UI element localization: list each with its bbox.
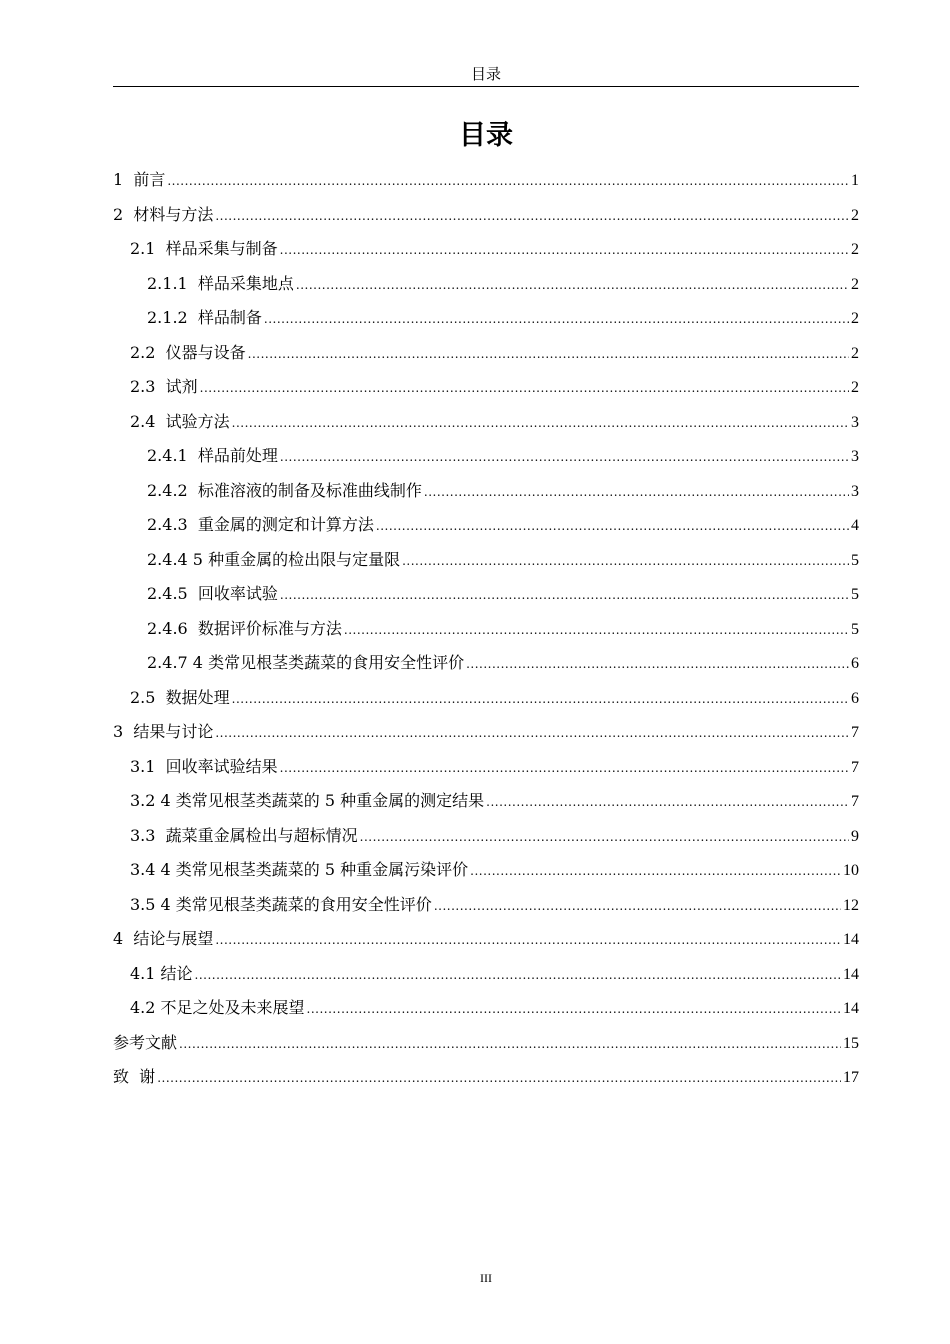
toc-entry-title: 2.4.3 重金属的测定和计算方法 <box>147 515 374 534</box>
toc-entry-title: 2.1.2 样品制备 <box>147 308 262 327</box>
toc-entry-title: 2.4.2 标准溶液的制备及标准曲线制作 <box>147 480 422 500</box>
toc-entry[interactable] <box>113 546 859 581</box>
toc-leader-dots <box>179 1031 841 1057</box>
toc-entry-title: 2.5 数据处理 <box>130 687 230 707</box>
toc-entry-page: 17 <box>843 1069 859 1086</box>
toc-entry-title: 参考文献 <box>113 1032 178 1052</box>
toc-entry-page: 2 <box>851 275 859 293</box>
toc-leader-dots <box>486 789 849 815</box>
toc-leader-dots <box>296 272 849 298</box>
toc-entry[interactable] <box>113 201 859 236</box>
toc-entry-title: 4.1 结论 <box>130 963 193 983</box>
toc-list <box>113 166 859 1098</box>
page-number: III <box>480 1271 492 1285</box>
toc-entry[interactable] <box>113 649 859 684</box>
toc-entry-title: 2.4.4 5 种重金属的检出限与定量限 <box>147 549 401 569</box>
toc-leader-dots <box>434 893 841 919</box>
toc-leader-dots <box>280 582 849 608</box>
toc-entry-title: 3.1 回收率试验结果 <box>130 756 278 776</box>
toc-leader-dots <box>200 375 849 401</box>
toc-leader-dots <box>264 306 849 332</box>
toc-leader-dots <box>215 927 841 953</box>
toc-entry-page: 5 <box>851 551 859 569</box>
toc-entry[interactable] <box>113 856 859 891</box>
toc-leader-dots <box>167 168 849 194</box>
toc-entry-title: 致 谢 <box>113 1067 156 1086</box>
toc-leader-dots <box>376 513 849 539</box>
toc-entry-title: 4.2 不足之处及未来展望 <box>130 998 305 1017</box>
toc-leader-dots <box>248 341 849 367</box>
toc-leader-dots <box>280 444 849 470</box>
toc-entry[interactable] <box>113 994 859 1029</box>
toc-entry-page: 6 <box>851 689 859 707</box>
toc-leader-dots <box>307 996 841 1022</box>
toc-entry-title: 2 材料与方法 <box>113 204 214 224</box>
toc-leader-dots <box>280 755 849 781</box>
toc-entry-title: 3.4 4 类常见根茎类蔬菜的 5 种重金属污染评价 <box>130 860 469 879</box>
toc-entry[interactable] <box>113 408 859 443</box>
toc-entry[interactable] <box>113 270 859 305</box>
toc-entry-title: 1 前言 <box>113 170 166 189</box>
toc-entry-page: 2 <box>851 379 859 396</box>
toc-entry[interactable] <box>113 718 859 753</box>
toc-entry-page: 3 <box>851 413 859 431</box>
toc-entry-title: 2.4.5 回收率试验 <box>147 584 278 603</box>
toc-entry[interactable] <box>113 373 859 408</box>
toc-leader-dots <box>232 686 849 712</box>
header-rule <box>113 86 859 87</box>
toc-leader-dots <box>195 962 841 988</box>
toc-entry[interactable] <box>113 166 859 201</box>
toc-entry-title: 3.5 4 类常见根茎类蔬菜的食用安全性评价 <box>130 894 432 914</box>
toc-entry-page: 5 <box>851 586 859 603</box>
toc-entry-title: 3 结果与讨论 <box>113 722 214 741</box>
toc-leader-dots <box>424 479 849 505</box>
toc-leader-dots <box>280 237 849 263</box>
toc-leader-dots <box>360 824 849 850</box>
toc-entry-page: 9 <box>851 827 859 845</box>
toc-entry-title: 2.1.1 样品采集地点 <box>147 273 294 293</box>
toc-entry-page: 7 <box>851 724 859 741</box>
toc-entry-title: 2.4.1 样品前处理 <box>147 446 278 465</box>
toc-entry-page: 10 <box>843 862 859 879</box>
toc-entry[interactable] <box>113 787 859 822</box>
toc-entry[interactable] <box>113 511 859 546</box>
toc-entry-title: 3.3 蔬菜重金属检出与超标情况 <box>130 825 358 845</box>
toc-entry-page: 4 <box>851 517 859 534</box>
toc-entry[interactable] <box>113 339 859 374</box>
toc-leader-dots <box>402 548 849 574</box>
toc-entry-title: 2.3 试剂 <box>130 377 198 396</box>
toc-entry-title: 2.4.6 数据评价标准与方法 <box>147 618 342 638</box>
toc-entry-page: 2 <box>851 241 859 258</box>
toc-entry-title: 2.4.7 4 类常见根茎类蔬菜的食用安全性评价 <box>147 653 465 672</box>
toc-leader-dots <box>157 1065 841 1091</box>
toc-entry-page: 1 <box>851 172 859 189</box>
toc-title: 目录 <box>459 120 513 151</box>
toc-entry[interactable] <box>113 580 859 615</box>
toc-entry[interactable] <box>113 615 859 650</box>
toc-entry-page: 14 <box>843 931 859 948</box>
toc-entry[interactable] <box>113 960 859 995</box>
toc-entry[interactable] <box>113 1063 859 1098</box>
toc-leader-dots <box>232 410 849 436</box>
toc-entry-page: 7 <box>851 793 859 810</box>
toc-entry[interactable] <box>113 684 859 719</box>
toc-entry-title: 4 结论与展望 <box>113 929 214 948</box>
toc-leader-dots <box>215 203 849 229</box>
toc-entry[interactable] <box>113 925 859 960</box>
toc-entry[interactable] <box>113 235 859 270</box>
toc-entry-page: 3 <box>851 448 859 465</box>
toc-leader-dots <box>215 720 849 746</box>
toc-entry-title: 2.1 样品采集与制备 <box>130 239 278 258</box>
toc-entry[interactable] <box>113 891 859 926</box>
toc-entry-page: 2 <box>851 206 859 224</box>
toc-entry-title: 3.2 4 类常见根茎类蔬菜的 5 种重金属的测定结果 <box>130 791 485 810</box>
toc-entry-page: 2 <box>851 344 859 362</box>
toc-entry[interactable] <box>113 304 859 339</box>
toc-entry-title: 2.4 试验方法 <box>130 411 230 431</box>
toc-entry-page: 14 <box>843 965 859 983</box>
toc-entry[interactable] <box>113 1029 859 1064</box>
toc-entry-page: 12 <box>843 896 859 914</box>
toc-entry-page: 2 <box>851 310 859 327</box>
toc-entry-title: 2.2 仪器与设备 <box>130 342 246 362</box>
toc-entry-page: 7 <box>851 758 859 776</box>
toc-entry-page: 5 <box>851 620 859 638</box>
toc-entry[interactable] <box>113 822 859 857</box>
toc-leader-dots <box>470 858 841 884</box>
toc-entry[interactable] <box>113 477 859 512</box>
toc-entry-page: 15 <box>843 1034 859 1052</box>
toc-leader-dots <box>344 617 849 643</box>
toc-entry-page: 14 <box>843 1000 859 1017</box>
toc-entry-page: 3 <box>851 482 859 500</box>
toc-entry-page: 6 <box>851 655 859 672</box>
running-header: 目录 <box>470 65 501 83</box>
toc-leader-dots <box>466 651 849 677</box>
toc-entry[interactable] <box>113 442 859 477</box>
toc-entry[interactable] <box>113 753 859 788</box>
